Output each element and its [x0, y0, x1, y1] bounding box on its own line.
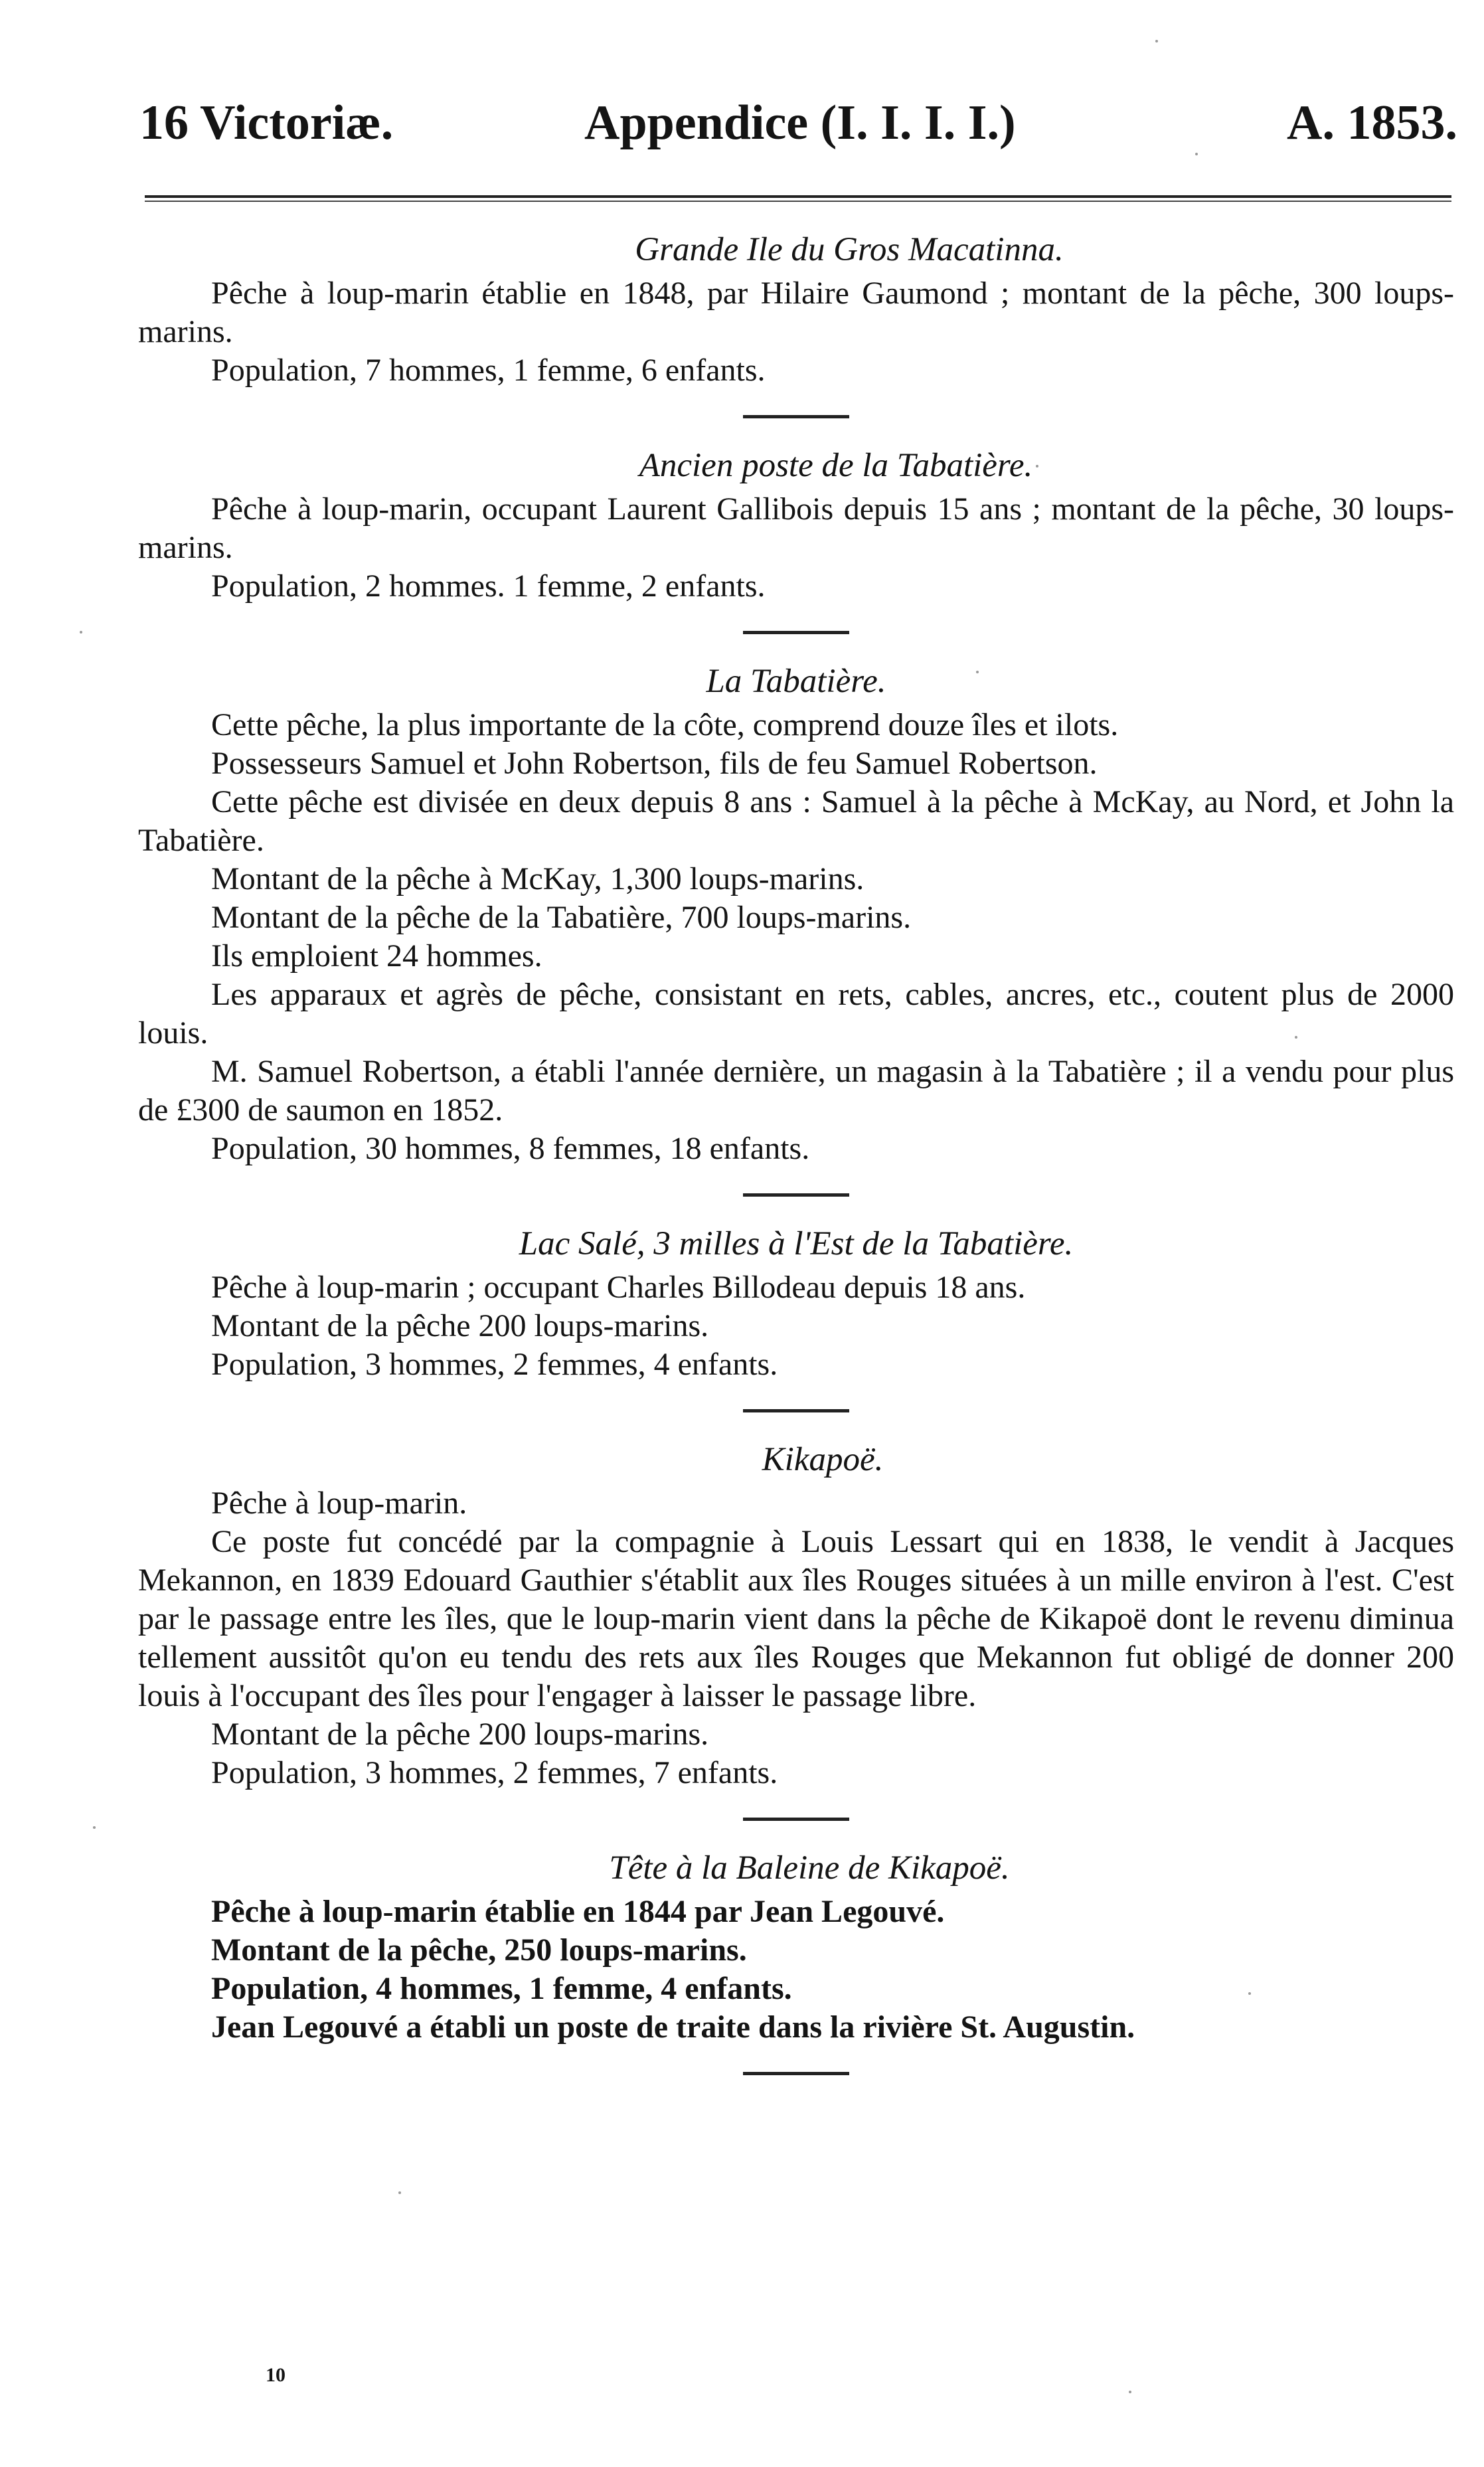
paragraph: Population, 30 hommes, 8 femmes, 18 enfants.: [211, 1131, 810, 1166]
paragraph: Population, 4 hommes, 1 femme, 4 enfants.: [211, 1971, 792, 2006]
section-divider: [743, 1409, 849, 1412]
paragraph: Montant de la pêche, 250 loups-marins.: [211, 1932, 747, 1968]
paragraph: Population, 2 hommes. 1 femme, 2 enfants.: [211, 568, 766, 604]
section-divider: [743, 1193, 849, 1197]
scan-speck: [1155, 40, 1158, 43]
paragraph: Population, 3 hommes, 2 femmes, 7 enfants.: [211, 1755, 778, 1790]
header-session: 16 Victoriæ.: [139, 96, 394, 150]
scan-speck: [1129, 2391, 1131, 2393]
section-title-text: Kikapoë.: [762, 1441, 884, 1478]
paragraph: Montant de la pêche 200 loups-marins.: [211, 1717, 709, 1752]
paragraph: Cette pêche, la plus importante de la côte, comprend douze îles et ilots.: [211, 707, 1119, 742]
section-title-text: Lac Salé, 3 milles à l'Est de la Tabatière.: [519, 1225, 1074, 1262]
paragraph: Possesseurs Samuel et John Robertson, fils de feu Samuel Robertson.: [211, 746, 1098, 781]
scan-speck: [80, 631, 82, 634]
paragraph: Ce poste fut concédé par la compagnie à Louis Lessart qui en 1838, le vendit à Jacques Mekannon, en 1839 Edouard Gauthier s'établit aux îles Rouges situées à un mille environ à l'est. C'est par le passage entre les îles, que le loup-marin vient dans la pêche de Kikapoë dont le revenu diminua tellement aussitôt qu'on eu tendu des rets aux îles Rouges que Mekannon fut obligé de donner 200 louis à l'occupant des îles pour l'engager à laisser le passage libre.: [138, 1524, 1454, 1713]
scan-speck: [1295, 1036, 1297, 1039]
paragraph: Pêche à loup-marin, occupant Laurent Gallibois depuis 15 ans ; montant de la pêche, 30 loups-marins.: [138, 491, 1454, 565]
section-title: [138, 1847, 1454, 1889]
paragraph: Montant de la pêche 200 loups-marins.: [211, 1308, 709, 1343]
scan-speck: [93, 1826, 96, 1829]
section-title: [138, 445, 1454, 486]
section-tete-baleine: [138, 1847, 1454, 2047]
paragraph: Population, 3 hommes, 2 femmes, 4 enfants.: [211, 1347, 778, 1382]
section-lac-sale: [138, 1223, 1454, 1384]
section-divider: [743, 2072, 849, 2075]
section-title-text: Tête à la Baleine de Kikapoë.: [609, 1849, 1010, 1887]
header-rule-thin: [145, 201, 1451, 202]
section-grande-ile: [138, 229, 1454, 390]
section-la-tabatiere: [138, 661, 1454, 1168]
paragraph: M. Samuel Robertson, a établi l'année dernière, un magasin à la Tabatière ; il a vendu pour plus de £300 de saumon en 1852.: [138, 1054, 1454, 1128]
scan-speck: [1036, 465, 1038, 468]
section-divider: [743, 631, 849, 634]
paragraph: Montant de la pêche de la Tabatière, 700 loups-marins.: [211, 900, 912, 935]
section-title: [138, 229, 1454, 270]
page-folio: 10: [266, 2364, 286, 2386]
scan-speck: [976, 671, 979, 673]
scan-speck: [398, 2191, 401, 2194]
section-title-text: Grande Ile du Gros Macatinna.: [635, 231, 1064, 268]
paragraph: Ils emploient 24 hommes.: [211, 938, 542, 974]
paragraph: Pêche à loup-marin établie en 1848, par Hilaire Gaumond ; montant de la pêche, 300 loups-marins.: [138, 276, 1454, 349]
paragraph: Population, 7 hommes, 1 femme, 6 enfants.: [211, 353, 766, 388]
page-body: [138, 229, 1454, 2102]
section-title: [138, 1439, 1454, 1480]
header-appendix: Appendice (I. I. I. I.): [584, 96, 1016, 150]
scan-speck: [1248, 1992, 1251, 1995]
paragraph: Montant de la pêche à McKay, 1,300 loups-marins.: [211, 861, 865, 896]
section-ancien-poste: [138, 445, 1454, 606]
section-title-text: La Tabatière.: [706, 663, 886, 700]
paragraph: Les apparaux et agrès de pêche, consistant en rets, cables, ancres, etc., coutent plus de 2000 louis.: [138, 977, 1454, 1051]
paragraph: Pêche à loup-marin ; occupant Charles Billodeau depuis 18 ans.: [211, 1270, 1026, 1305]
section-kikapoe: [138, 1439, 1454, 1792]
section-divider: [743, 415, 849, 418]
header-year: A. 1853.: [1287, 96, 1457, 150]
section-divider: [743, 1818, 849, 1821]
section-title: [138, 661, 1454, 702]
paragraph: Jean Legouvé a établi un poste de traite dans la rivière St. Augustin.: [211, 2009, 1135, 2045]
section-title-text: Ancien poste de la Tabatière.: [639, 447, 1033, 484]
paragraph: Cette pêche est divisée en deux depuis 8 ans : Samuel à la pêche à McKay, au Nord, et John la Tabatière.: [138, 784, 1454, 858]
paragraph: Pêche à loup-marin établie en 1844 par Jean Legouvé.: [211, 1894, 945, 1929]
section-title: [138, 1223, 1454, 1264]
paragraph: Pêche à loup-marin.: [211, 1486, 467, 1521]
scan-speck: [1195, 153, 1198, 155]
header-rule: [145, 195, 1451, 198]
